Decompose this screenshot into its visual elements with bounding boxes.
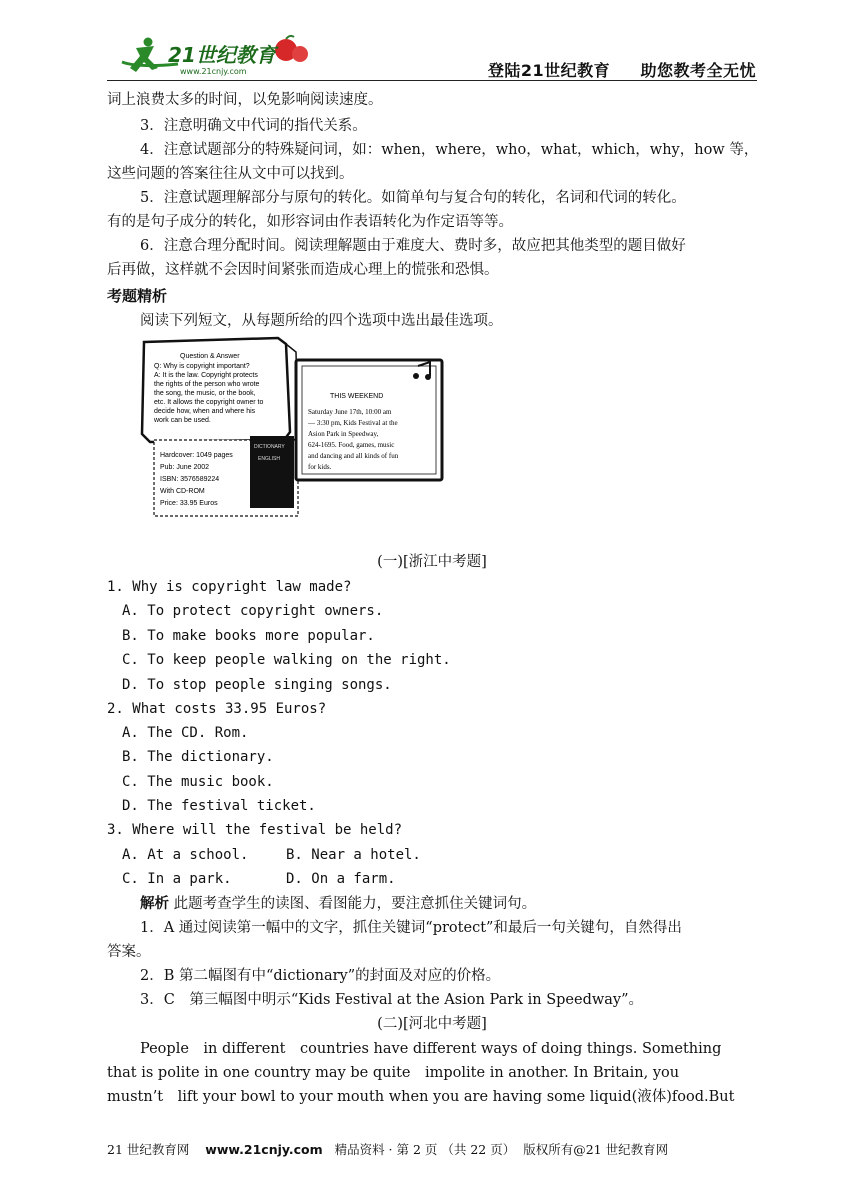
tip-6-line-1: 6．注意合理分配时间。阅读理解题由于难度大、费时多，故应把其他类型的题目做好	[140, 238, 686, 254]
note1-line: decide how, when and where his	[154, 408, 256, 415]
note1-title: Question & Answer	[180, 353, 240, 360]
note3-line: — 3:30 pm, Kids Festival at the	[308, 419, 398, 427]
option-3b: B. Near a hotel.	[286, 847, 421, 863]
passage-line-3: mustn’t lift your bowl to your mouth when you are having some liquid(液体)food.But	[107, 1089, 735, 1105]
header-slogan	[488, 58, 756, 81]
note1-line: work can be used.	[154, 417, 211, 424]
option-1a: A. To protect copyright owners.	[122, 603, 384, 619]
option-3d: D. On a farm.	[286, 871, 396, 887]
note1-line: A: It is the law. Copyright protects	[154, 372, 258, 379]
header-divider	[107, 80, 757, 81]
option-3c: C. In a park.	[122, 871, 232, 887]
svg-text:21世纪教育: 21世纪教育	[168, 43, 276, 67]
page-footer	[107, 1140, 757, 1158]
cover-line: ENGLISH	[258, 456, 280, 462]
question-1: 1. Why is copyright law made?	[107, 579, 352, 595]
note3-line: and dancing and all kinds of fun	[308, 452, 399, 460]
passage-line-1: People in different countries have different ways of doing things. Something	[140, 1041, 722, 1057]
slogan-left: 登陆21世纪教育	[487, 61, 611, 80]
note2-line: With CD-ROM	[160, 488, 205, 495]
note3-line: Asion Park in Speedway,	[308, 430, 379, 438]
option-2d: D. The festival ticket.	[122, 798, 316, 814]
option-2b: B. The dictionary.	[122, 749, 274, 765]
note-dictionary	[154, 436, 298, 516]
note2-line: Price: 33.95 Euros	[160, 500, 218, 507]
answer-2: 2．B 第二幅图有中“dictionary”的封面及对应的价格。	[140, 968, 501, 984]
tip-4-line-1: 4．注意试题部分的特殊疑问词，如：when，where，who，what，which，why，how 等，	[140, 142, 759, 158]
note3-line: for kids.	[308, 463, 332, 471]
option-1d: D. To stop people singing songs.	[122, 677, 392, 693]
cover-line: DICTIONARY	[254, 444, 285, 450]
tip-4-line-2: 这些问题的答案往往从文中可以找到。	[107, 166, 354, 182]
footer-page-info: 精品资料 · 第 2 页 （共 22 页）	[334, 1142, 516, 1157]
option-3a: A. At a school.	[122, 847, 249, 863]
note2-line: ISBN: 3576589224	[160, 476, 220, 483]
answer-1-line-2: 答案。	[107, 944, 151, 960]
note1-line: the song, the music, or the book,	[154, 390, 256, 397]
part2-heading: (二)[河北中考题]	[377, 1016, 487, 1032]
question-3: 3. Where will the festival be held?	[107, 822, 403, 838]
note1-line: the rights of the person who wrote	[154, 381, 260, 388]
question-2: 2. What costs 33.95 Euros?	[107, 701, 327, 717]
note2-line: Pub: June 2002	[160, 464, 210, 471]
page-header	[0, 0, 860, 84]
tip-5-line-2: 有的是句子成分的转化，如形容词由作表语转化为作定语等等。	[107, 214, 513, 230]
answer-3: 3．C 第三幅图中明示“Kids Festival at the Asion Park in Speedway”。	[140, 992, 644, 1008]
footer-left: 21 世纪教育网	[107, 1142, 190, 1157]
tip-6-line-2: 后再做，这样就不会因时间紧张而造成心理上的慌张和恐惧。	[107, 262, 499, 278]
tip-5-line-1: 5．注意试题理解部分与原句的转化。如简单句与复合句的转化，名词和代词的转化。	[140, 190, 686, 206]
tip-continuation: 词上浪费太多的时间，以免影响阅读速度。	[107, 92, 383, 108]
note-this-weekend	[296, 360, 442, 480]
analysis-label: 解析	[140, 895, 169, 912]
option-1c: C. To keep people walking on the right.	[122, 652, 451, 668]
note-question-answer	[142, 338, 298, 444]
note3-line: Saturday June 17th, 10:00 am	[308, 408, 392, 416]
analysis	[140, 894, 536, 914]
site-logo	[118, 34, 318, 78]
apple-icon	[275, 36, 308, 62]
passage-line-2: that is polite in one country may be quite impolite in another. In Britain, you	[107, 1065, 680, 1081]
note3-line: 624-1695. Food, games, music	[308, 441, 395, 449]
analysis-text: 此题考查学生的读图、看图能力，要注意抓住关键词句。	[173, 896, 537, 912]
part1-heading: (一)[浙江中考题]	[377, 554, 487, 570]
slogan-right: 助您教考全无忧	[640, 61, 756, 80]
option-2c: C. The music book.	[122, 774, 274, 790]
option-1b: B. To make books more popular.	[122, 628, 375, 644]
tip-3: 3．注意明确文中代词的指代关系。	[140, 118, 367, 134]
section-title: 考题精析	[107, 287, 168, 305]
footer-site-link[interactable]: www.21cnjy.com	[205, 1142, 323, 1157]
reading-figure	[140, 336, 460, 518]
note1-line: etc. It allows the copyright owner to	[154, 399, 264, 406]
footer-copyright: 版权所有@21 世纪教育网	[523, 1142, 669, 1157]
answer-1-line-1: 1．A 通过阅读第一幅中的文字，抓住关键词“protect”和最后一句关键句，自然得出	[140, 920, 682, 936]
note3-title: THIS WEEKEND	[330, 393, 384, 400]
svg-text:www.21cnjy.com: www.21cnjy.com	[180, 67, 247, 76]
note2-line: Hardcover: 1049 pages	[160, 452, 233, 459]
section-instruction: 阅读下列短文，从每题所给的四个选项中选出最佳选项。	[140, 313, 503, 329]
note1-line: Q: Why is copyright important?	[154, 363, 250, 370]
option-2a: A. The CD. Rom.	[122, 725, 249, 741]
